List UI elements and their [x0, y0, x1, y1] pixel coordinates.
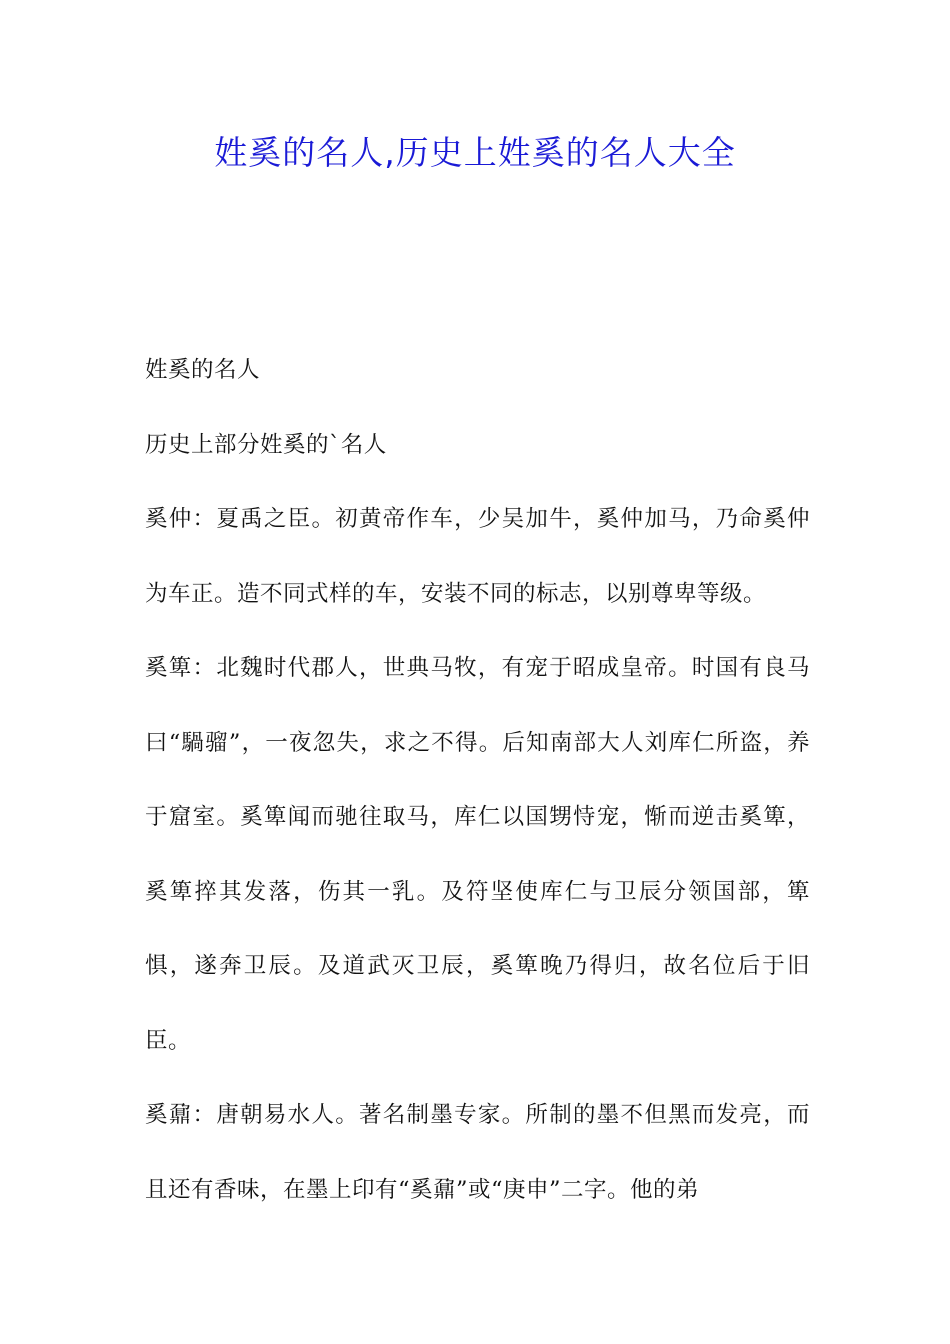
paragraph-xi-bi: 奚箄：北魏时代郡人，世典马牧，有宠于昭成皇帝。时国有良马曰“騧骝”，一夜忽失，求之不得。后知南部大人刘库仁所盗，养于窟室。奚箄闻而驰往取马，库仁以国甥恃宠，惭而逆击奚箄，奚箄捽其发落，伤其一乳。及符坚使库仁与卫辰分领国部，箄惧，遂奔卫辰。及道武灭卫辰，奚箄晚乃得归，故名位后于旧臣。: [145, 655, 810, 1054]
paragraph-xi-zhong: 奚仲：夏禹之臣。初黄帝作车，少吴加牛，奚仲加马，乃命奚仲为车正。造不同式样的车，安装不同的标志，以别尊卑等级。: [145, 506, 810, 607]
paragraph-xi-nai: 奚鼐：唐朝易水人。著名制墨专家。所制的墨不但黑而发亮，而且还有香味，在墨上印有“奚鼐”或“庚申”二字。他的弟: [145, 1102, 810, 1203]
page-title: 姓奚的名人,历史上姓奚的名人大全: [214, 133, 736, 172]
paragraph-subheading: 历史上部分姓奚的`名人: [145, 431, 387, 458]
paragraph-heading: 姓奚的名人: [145, 357, 261, 383]
document-body: [145, 333, 810, 1227]
